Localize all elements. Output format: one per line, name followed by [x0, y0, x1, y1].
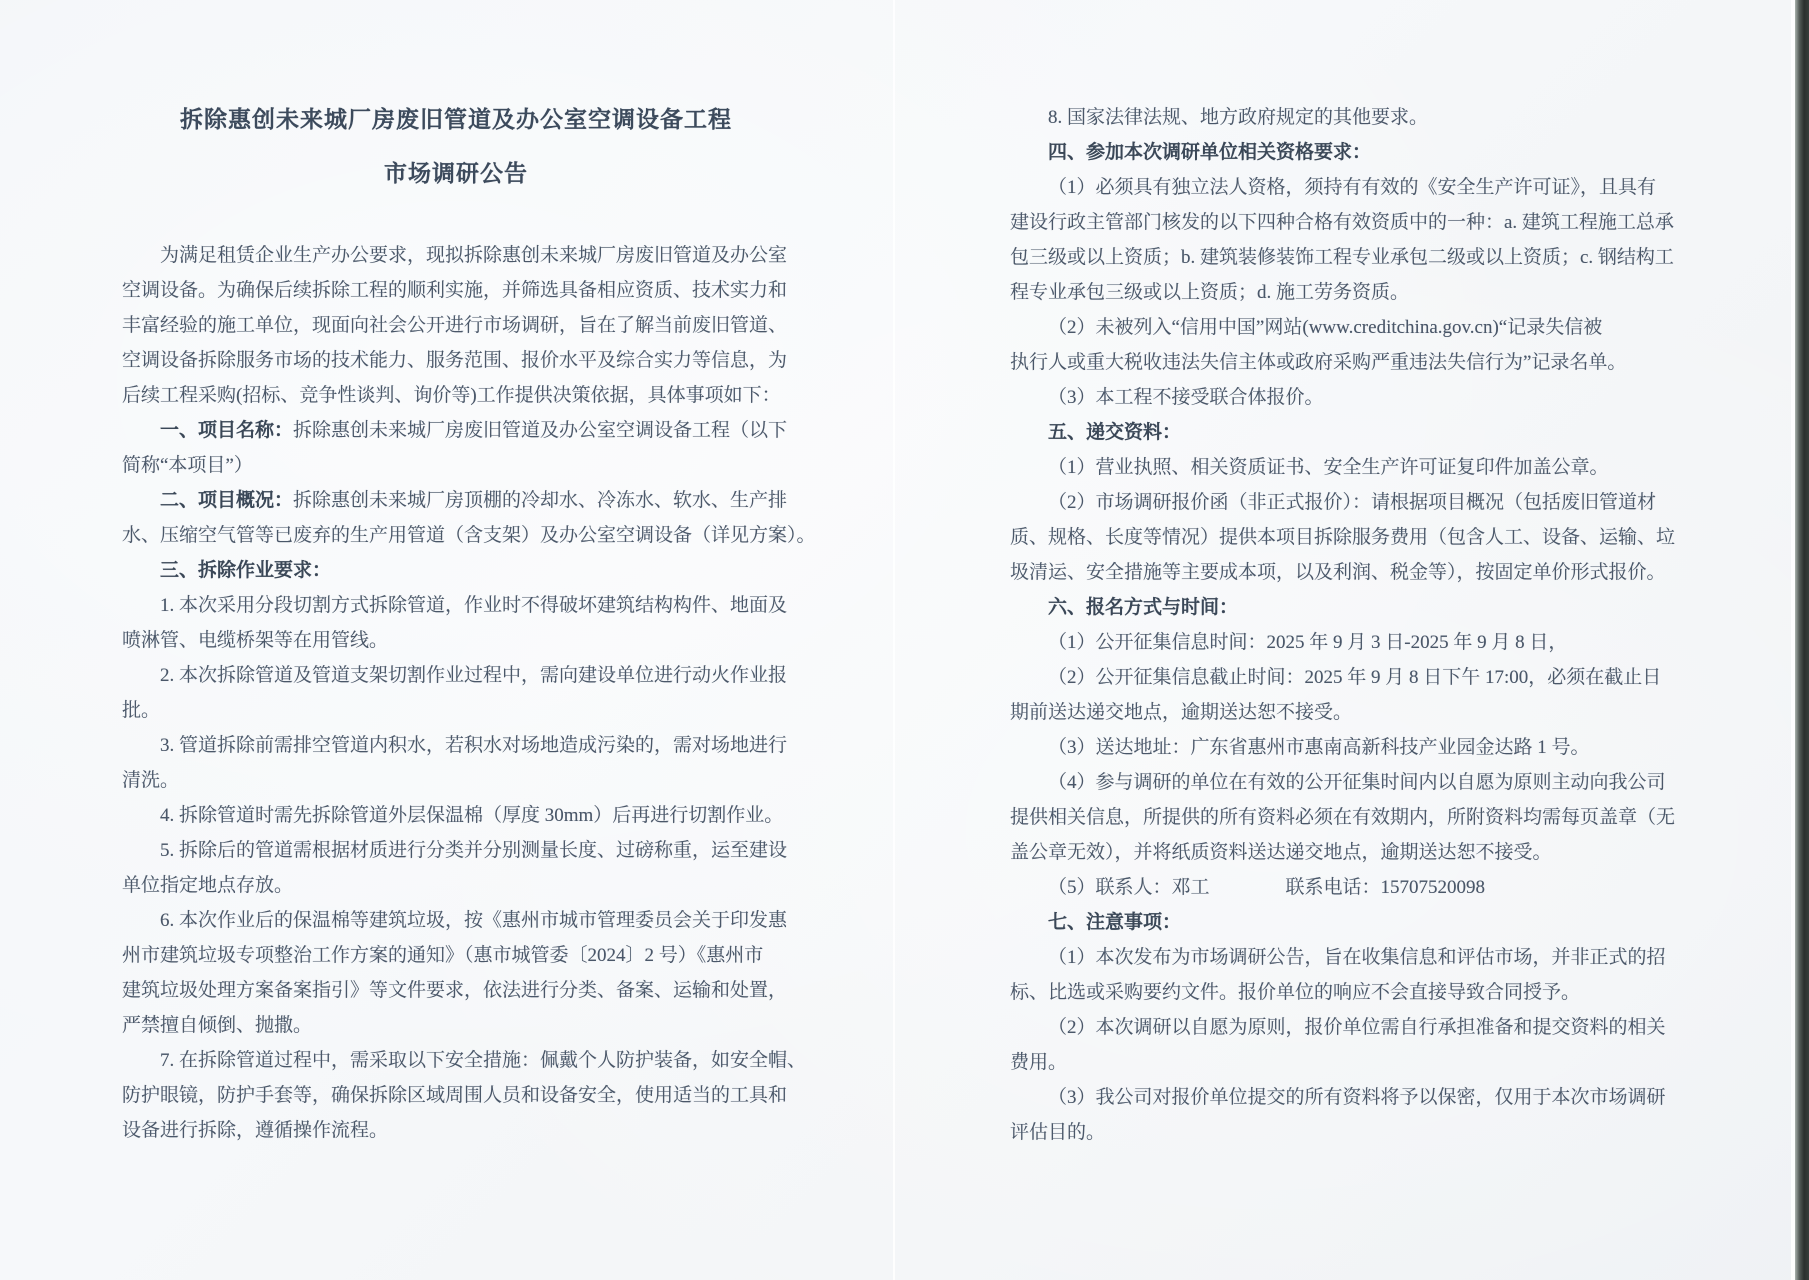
text-segment: （1）必须具有独立法人资格，须持有有效的《安全生产许可证》，且具有 [1048, 177, 1657, 198]
text-line [122, 1078, 790, 1113]
section-heading: 五、递交资料： [1048, 422, 1182, 443]
section-heading: 三、拆除作业要求： [160, 560, 332, 581]
section-heading: 七、注意事项： [1048, 912, 1182, 933]
text-segment: 3. 管道拆除前需排空管道内积水，若积水对场地造成污染的，需对场地进行 [160, 735, 788, 756]
text-line [1010, 695, 1682, 730]
text-line [1010, 450, 1682, 485]
text-line [122, 763, 790, 798]
text-segment: （4）参与调研的单位在有效的公开征集时间内以自愿为原则主动向我公司 [1048, 772, 1666, 793]
text-segment: 喷淋管、电缆桥架等在用管线。 [122, 630, 389, 651]
document-title-line-2: 市场调研公告 [384, 161, 528, 186]
text-line [1010, 835, 1682, 870]
text-segment: （2）公开征集信息截止时间：2025 年 9 月 8 日下午 17:00，必须在截止日 [1048, 667, 1662, 688]
text-line [1010, 310, 1682, 345]
text-segment: （1）营业执照、相关资质证书、安全生产许可证复印件加盖公章。 [1048, 457, 1609, 478]
text-line [1010, 240, 1682, 275]
text-line [1010, 625, 1682, 660]
text-line [1010, 100, 1682, 135]
text-line [1010, 1115, 1682, 1150]
page-seam [893, 0, 895, 1280]
text-line [1010, 135, 1682, 170]
text-segment: 标、比选或采购要约文件。报价单位的响应不会直接导致合同授予。 [1010, 982, 1581, 1003]
text-line [122, 658, 790, 693]
text-segment: 丰富经验的施工单位，现面向社会公开进行市场调研，旨在了解当前废旧管道、 [122, 315, 788, 336]
section-heading: 二、项目概况： [160, 490, 294, 511]
text-segment: （1）本次发布为市场调研公告，旨在收集信息和评估市场，并非正式的招 [1048, 947, 1666, 968]
text-segment: 拆除惠创未来城厂房废旧管道及办公室空调设备工程（以下 [293, 420, 788, 441]
text-segment: 2. 本次拆除管道及管道支架切割作业过程中，需向建设单位进行动火作业报 [160, 665, 788, 686]
text-line [122, 1008, 790, 1043]
text-line [122, 833, 790, 868]
document-title-line-1: 拆除惠创未来城厂房废旧管道及办公室空调设备工程 [180, 107, 732, 132]
text-line [1010, 590, 1682, 625]
text-line [122, 518, 816, 553]
text-segment: 4. 拆除管道时需先拆除管道外层保温棉（厚度 30mm）后再进行切割作业。 [160, 805, 784, 826]
text-segment: 建筑垃圾处理方案备案指引》等文件要求，依法进行分类、备案、运输和处置， [122, 980, 788, 1001]
text-segment: 执行人或重大税收违法失信主体或政府采购严重违法失信行为”记录名单。 [1010, 352, 1627, 373]
text-segment: 拆除惠创未来城厂房顶棚的冷却水、冷冻水、软水、生产排 [293, 490, 788, 511]
text-line [122, 1043, 807, 1078]
section-heading: 六、报名方式与时间： [1048, 597, 1239, 618]
text-line [1010, 1080, 1682, 1115]
text-segment: 盖公章无效），并将纸质资料送达递交地点，逾期送达恕不接受。 [1010, 842, 1552, 863]
text-line [122, 448, 790, 483]
text-line [122, 693, 790, 728]
text-line [1010, 345, 1682, 380]
text-segment: 质、规格、长度等情况）提供本项目拆除服务费用（包含人工、设备、运输、垃 [1010, 527, 1676, 548]
text-line [122, 1113, 790, 1148]
text-segment: 清洗。 [122, 770, 180, 791]
text-line [122, 553, 790, 588]
text-segment: 建设行政主管部门核发的以下四种合格有效资质中的一种：a. 建筑工程施工总承 [1010, 212, 1674, 233]
text-line [122, 868, 790, 903]
text-line [1010, 1045, 1682, 1080]
text-segment: （2）市场调研报价函（非正式报价）：请根据项目概况（包括废旧管道材 [1048, 492, 1657, 513]
text-segment: 空调设备。为确保后续拆除工程的顺利实施，并筛选具备相应资质、技术实力和 [122, 280, 788, 301]
text-line [122, 238, 790, 273]
text-line [1010, 170, 1682, 205]
text-segment: 期前送达递交地点，逾期送达恕不接受。 [1010, 702, 1353, 723]
text-line [122, 413, 790, 448]
text-segment: 防护眼镜，防护手套等，确保拆除区域周围人员和设备安全，使用适当的工具和 [122, 1085, 788, 1106]
text-segment: 空调设备拆除服务市场的技术能力、服务范围、报价水平及综合实力等信息，为 [122, 350, 788, 371]
text-segment: 严禁擅自倾倒、抛撒。 [122, 1015, 313, 1036]
text-segment: 6. 本次作业后的保温棉等建筑垃圾，按《惠州市城市管理委员会关于印发惠 [160, 910, 788, 931]
text-segment: 简称“本项目”） [122, 455, 253, 476]
left-page [122, 104, 816, 1148]
text-line [1010, 905, 1682, 940]
text-line [122, 588, 790, 623]
left-page-body [122, 238, 816, 1148]
text-line [1010, 205, 1682, 240]
text-line [122, 798, 790, 833]
text-line [122, 273, 790, 308]
text-line [1010, 520, 1682, 555]
text-line [122, 938, 790, 973]
text-segment: （3）我公司对报价单位提交的所有资料将予以保密，仅用于本次市场调研 [1048, 1087, 1666, 1108]
text-line [122, 308, 790, 343]
text-segment: （3）送达地址：广东省惠州市惠南高新科技产业园金达路 1 号。 [1048, 737, 1590, 758]
text-segment: 后续工程采购(招标、竞争性谈判、询价等)工作提供决策依据，具体事项如下： [122, 385, 781, 406]
text-line [1010, 870, 1682, 905]
text-line [1010, 415, 1682, 450]
text-segment: 包三级或以上资质；b. 建筑装修装饰工程专业承包二级或以上资质；c. 钢结构工 [1010, 247, 1674, 268]
text-line [122, 378, 790, 413]
text-line [122, 483, 790, 518]
text-line [122, 623, 790, 658]
text-line [122, 728, 790, 763]
text-segment: 州市建筑垃圾专项整治工作方案的通知》（惠市城管委〔2024〕2 号）《惠州市 [122, 945, 764, 966]
text-segment: （3）本工程不接受联合体报价。 [1048, 387, 1324, 408]
section-heading: 四、参加本次调研单位相关资格要求： [1048, 142, 1372, 163]
text-segment: 1. 本次采用分段切割方式拆除管道，作业时不得破坏建筑结构构件、地面及 [160, 595, 788, 616]
text-segment: 批。 [122, 700, 161, 721]
text-segment: 程专业承包三级或以上资质；d. 施工劳务资质。 [1010, 282, 1410, 303]
text-segment: 8. 国家法律法规、地方政府规定的其他要求。 [1048, 107, 1429, 128]
text-segment: 提供相关信息，所提供的所有资料必须在有效期内，所附资料均需每页盖章（无 [1010, 807, 1676, 828]
text-segment: 联系电话：15707520098 [1285, 877, 1486, 898]
text-segment: 设备进行拆除，遵循操作流程。 [122, 1120, 389, 1141]
text-segment: 费用。 [1010, 1052, 1068, 1073]
text-segment: 为满足租赁企业生产办公要求，现拟拆除惠创未来城厂房废旧管道及办公室 [160, 245, 788, 266]
text-segment: 水、压缩空气管等已废弃的生产用管道（含支架）及办公室空调设备（详见方案）。 [122, 525, 816, 546]
text-line [1010, 1010, 1682, 1045]
text-segment: 圾清运、安全措施等主要成本项，以及利润、税金等），按固定单价形式报价。 [1010, 562, 1666, 583]
text-segment: 7. 在拆除管道过程中，需采取以下安全措施：佩戴个人防护装备，如安全帽、 [160, 1050, 807, 1071]
text-line [1010, 940, 1682, 975]
text-line [1010, 975, 1682, 1010]
text-segment: 5. 拆除后的管道需根据材质进行分类并分别测量长度、过磅称重，运至建设 [160, 840, 788, 861]
text-line [1010, 275, 1682, 310]
text-line [1010, 380, 1682, 415]
text-line [1010, 730, 1682, 765]
text-line [1010, 485, 1682, 520]
text-line [122, 973, 790, 1008]
text-segment: 单位指定地点存放。 [122, 875, 294, 896]
text-segment: （2）本次调研以自愿为原则，报价单位需自行承担准备和提交资料的相关 [1048, 1017, 1666, 1038]
text-segment: 评估目的。 [1010, 1122, 1106, 1143]
text-segment: （1）公开征集信息时间：2025 年 9 月 3 日-2025 年 9 月 8 日， [1048, 632, 1568, 653]
text-line [1010, 660, 1682, 695]
text-segment: （5）联系人：邓工 [1048, 877, 1210, 898]
text-line [122, 903, 790, 938]
text-line [122, 343, 790, 378]
scan-edge-strip [1795, 0, 1809, 1280]
text-line [1010, 765, 1682, 800]
text-line [1010, 555, 1682, 590]
section-heading: 一、项目名称： [160, 420, 294, 441]
right-page [1010, 100, 1682, 1150]
right-page-body [1010, 100, 1682, 1150]
text-line [1010, 800, 1682, 835]
text-segment: （2）未被列入“信用中国”网站(www.creditchina.gov.cn)“记录失信被 [1048, 317, 1603, 338]
